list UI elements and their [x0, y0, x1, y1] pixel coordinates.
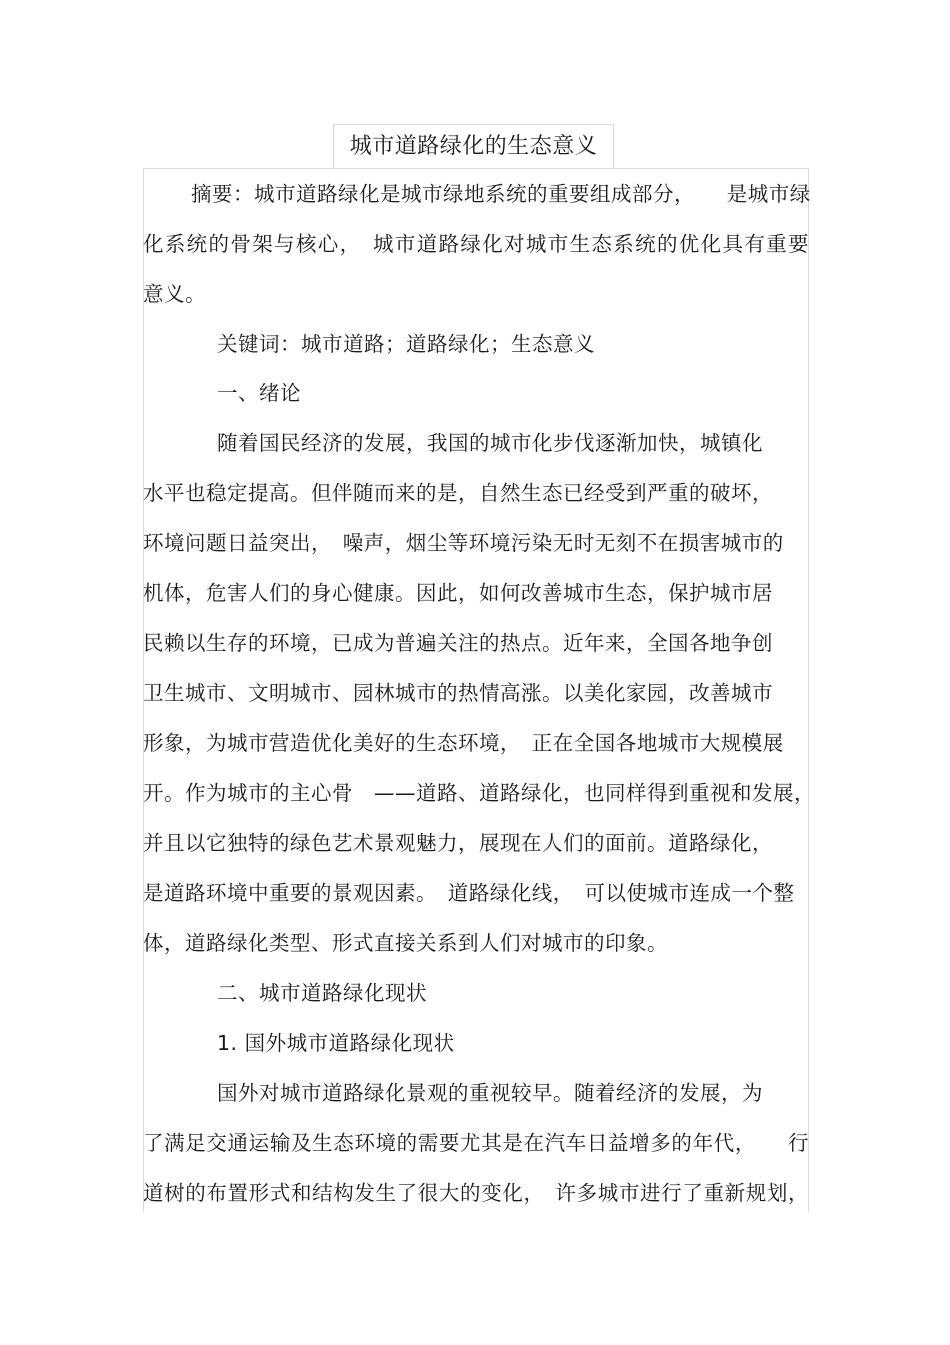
- body-line: 机体，危害人们的身心健康。因此，如何改善城市生态，保护城市居: [143, 581, 773, 605]
- body-line: 卫生城市、文明城市、园林城市的热情高涨。以美化家园，改善城市: [143, 681, 773, 705]
- body-line: 民赖以生存的环境，已成为普遍关注的热点。近年来，全国各地争创: [143, 631, 773, 655]
- body-line: 并且以它独特的绿色艺术景观魅力，展现在人们的面前。道路绿化，: [143, 831, 773, 855]
- body-line: 摘要：城市道路绿化是城市绿地系统的重要组成部分， 是城市绿: [191, 182, 811, 206]
- body-line: 体，道路绿化类型、形式直接关系到人们对城市的印象。: [143, 931, 668, 955]
- body-line: 水平也稳定提高。但伴随而来的是，自然生态已经受到严重的破坏，: [143, 481, 773, 505]
- body-line: 意义。: [143, 282, 206, 306]
- body-line: 关键词：城市道路；道路绿化；生态意义: [217, 332, 595, 356]
- body-line: 开。作为城市的主心骨 ——道路、道路绿化，也同样得到重视和发展，: [143, 781, 815, 805]
- document-title: 城市道路绿化的生态意义: [349, 134, 598, 159]
- body-line: 化系统的骨架与核心， 城市道路绿化对城市生态系统的优化具有重要: [143, 232, 809, 256]
- body-line: 一、绪论: [217, 381, 301, 405]
- body-line: 1. 国外城市道路绿化现状: [217, 1031, 455, 1055]
- body-line: 形象，为城市营造优化美好的生态环境， 正在全国各地城市大规模展: [143, 731, 784, 755]
- body-line: 二、城市道路绿化现状: [217, 981, 427, 1005]
- body-line: 国外对城市道路绿化景观的重视较早。随着经济的发展，为: [217, 1081, 763, 1105]
- body-line: 环境问题日益突出， 噪声，烟尘等环境污染无时无刻不在损害城市的: [143, 531, 784, 555]
- body-line: 是道路环境中重要的景观因素。 道路绿化线， 可以使城市连成一个整: [143, 881, 795, 905]
- body-line: 了满足交通运输及生态环境的需要尤其是在汽车日益增多的年代， 行: [143, 1131, 809, 1155]
- body-line: 随着国民经济的发展，我国的城市化步伐逐渐加快，城镇化: [217, 431, 763, 455]
- body-line: 道树的布置形式和结构发生了很大的变化， 许多城市进行了重新规划，: [143, 1181, 809, 1205]
